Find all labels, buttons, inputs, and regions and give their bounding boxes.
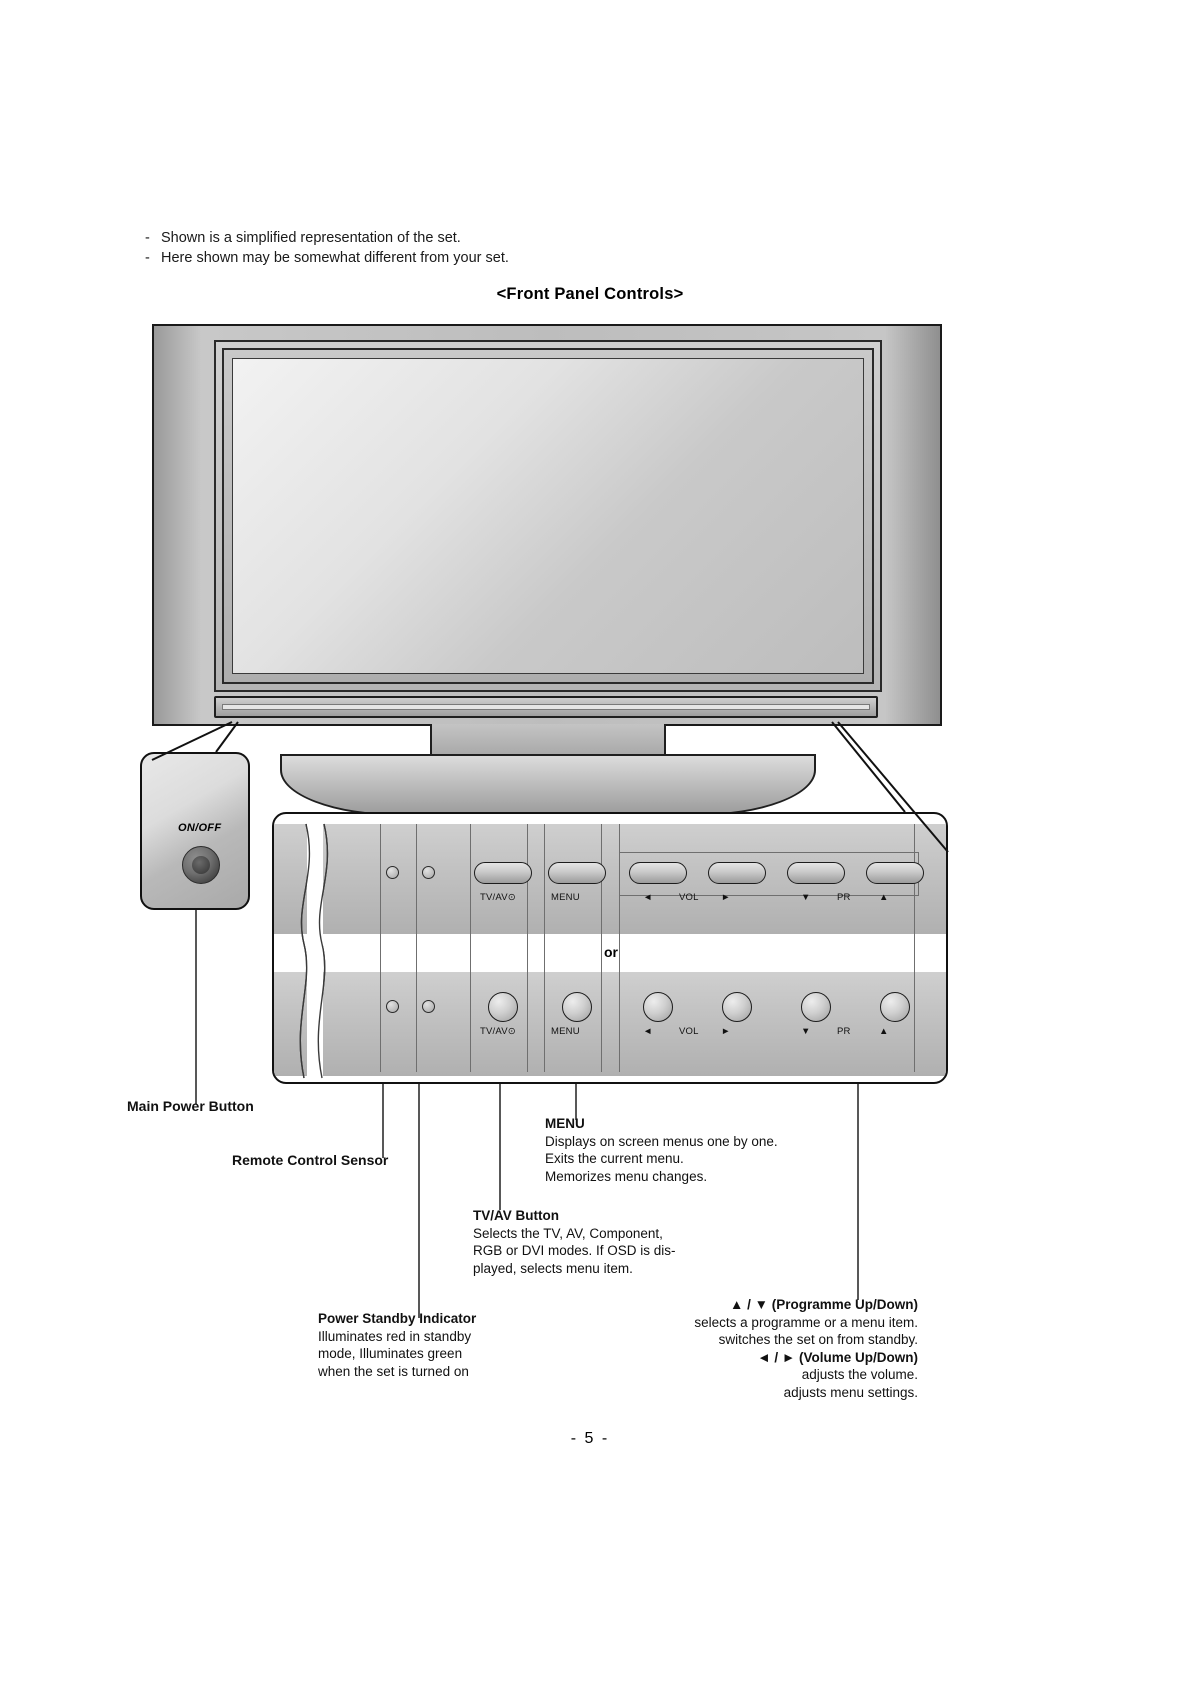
note-text: Shown is a simplified representation of the set. [161, 230, 461, 246]
power-standby-indicator [422, 1000, 435, 1013]
menu-button-round[interactable] [562, 992, 592, 1022]
remote-control-sensor [386, 1000, 399, 1013]
annotation-menu-title: MENU [545, 1116, 585, 1131]
programme-up-button-oval[interactable] [866, 862, 924, 884]
menu-button-label: MENU [551, 892, 580, 903]
programme-down-arrow-icon: ▼ [801, 892, 811, 903]
main-power-callout [140, 752, 250, 910]
volume-up-button-oval[interactable] [708, 862, 766, 884]
programme-up-arrow-icon: ▲ [879, 1026, 889, 1037]
panel-divider [544, 824, 545, 1072]
front-panel-controls [272, 812, 948, 1084]
volume-label: VOL [679, 892, 699, 903]
volume-up-button-round[interactable] [722, 992, 752, 1022]
panel-divider [601, 824, 602, 1072]
remote-control-sensor [386, 866, 399, 879]
panel-row-round [274, 972, 946, 1076]
annotation-updown [498, 1296, 918, 1401]
tvav-button-label: TV/AV⊙ [480, 892, 516, 903]
annotation-power-standby [318, 1310, 476, 1380]
annotation-programme-title: ▲ / ▼ (Programme Up/Down) [730, 1297, 918, 1312]
panel-divider [470, 824, 471, 1072]
note-row [145, 248, 509, 268]
programme-down-button-oval[interactable] [787, 862, 845, 884]
annotation-remote-control-sensor: Remote Control Sensor [232, 1152, 389, 1168]
panel-divider [416, 824, 417, 1072]
annotation-tvav [473, 1207, 676, 1277]
tvav-button-round[interactable] [488, 992, 518, 1022]
note-row [145, 228, 509, 248]
annotation-volume-line: adjusts menu settings. [783, 1384, 918, 1400]
volume-up-arrow-icon: ► [721, 892, 731, 903]
page-title: <Front Panel Controls> [496, 285, 684, 303]
tv-cabinet [152, 324, 942, 726]
panel-divider [527, 824, 528, 1072]
annotation-standby-line: mode, Illuminates green [318, 1346, 463, 1361]
programme-down-button-round[interactable] [801, 992, 831, 1022]
tv-stand-base [280, 754, 816, 816]
power-standby-indicator [422, 866, 435, 879]
annotation-volume-line: adjusts the volume. [801, 1367, 918, 1382]
programme-up-arrow-icon: ▲ [879, 892, 889, 903]
main-power-button[interactable] [182, 846, 220, 884]
tv-illustration [152, 324, 942, 814]
volume-down-arrow-icon: ◄ [643, 892, 653, 903]
annotation-programme-line: switches the set on from standby. [718, 1332, 918, 1347]
or-separator-label: or [604, 944, 618, 960]
annotation-tvav-line: Selects the TV, AV, Component, [473, 1225, 663, 1241]
programme-down-arrow-icon: ▼ [801, 1026, 811, 1037]
note-dash: - [145, 250, 150, 266]
programme-up-button-round[interactable] [880, 992, 910, 1022]
intro-notes [145, 228, 509, 268]
tv-bezel-inner [222, 348, 874, 684]
power-onoff-label: ON/OFF [178, 822, 222, 834]
volume-label: VOL [679, 1026, 699, 1037]
tvav-button-oval[interactable] [474, 862, 532, 884]
annotation-menu [545, 1115, 778, 1185]
page-number: - 5 - [570, 1430, 610, 1447]
annotation-programme-line: selects a programme or a menu item. [694, 1314, 918, 1330]
volume-up-arrow-icon: ► [721, 1026, 731, 1037]
panel-divider [380, 824, 381, 1072]
annotation-menu-line: Exits the current menu. [545, 1151, 684, 1166]
annotation-tvav-line: played, selects menu item. [473, 1260, 633, 1276]
annotation-menu-line: Displays on screen menus one by one. [545, 1133, 778, 1149]
programme-label: PR [837, 892, 851, 903]
volume-down-button-oval[interactable] [629, 862, 687, 884]
note-dash: - [145, 230, 150, 246]
annotation-volume-title: ◄ / ► (Volume Up/Down) [757, 1349, 918, 1365]
menu-button-oval[interactable] [548, 862, 606, 884]
note-text: Here shown may be somewhat different from your set. [161, 250, 509, 266]
tv-stand-neck [430, 724, 666, 758]
volume-down-button-round[interactable] [643, 992, 673, 1022]
annotation-tvav-line: RGB or DVI modes. If OSD is dis- [473, 1243, 676, 1258]
annotation-menu-line: Memorizes menu changes. [545, 1168, 708, 1184]
volume-down-arrow-icon: ◄ [643, 1026, 653, 1037]
tvav-button-label: TV/AV⊙ [480, 1026, 516, 1037]
annotation-tvav-title: TV/AV Button [473, 1208, 559, 1223]
tv-control-strip [214, 696, 878, 718]
annotation-standby-title: Power Standby Indicator [318, 1311, 477, 1326]
programme-label: PR [837, 1026, 851, 1037]
menu-button-label: MENU [551, 1026, 580, 1037]
tv-bezel-outer [214, 340, 882, 692]
tv-screen [232, 358, 864, 674]
annotation-standby-line: Illuminates red in standby [318, 1328, 472, 1344]
annotation-main-power-button: Main Power Button [127, 1098, 254, 1114]
annotation-standby-line: when the set is turned on [318, 1363, 469, 1379]
